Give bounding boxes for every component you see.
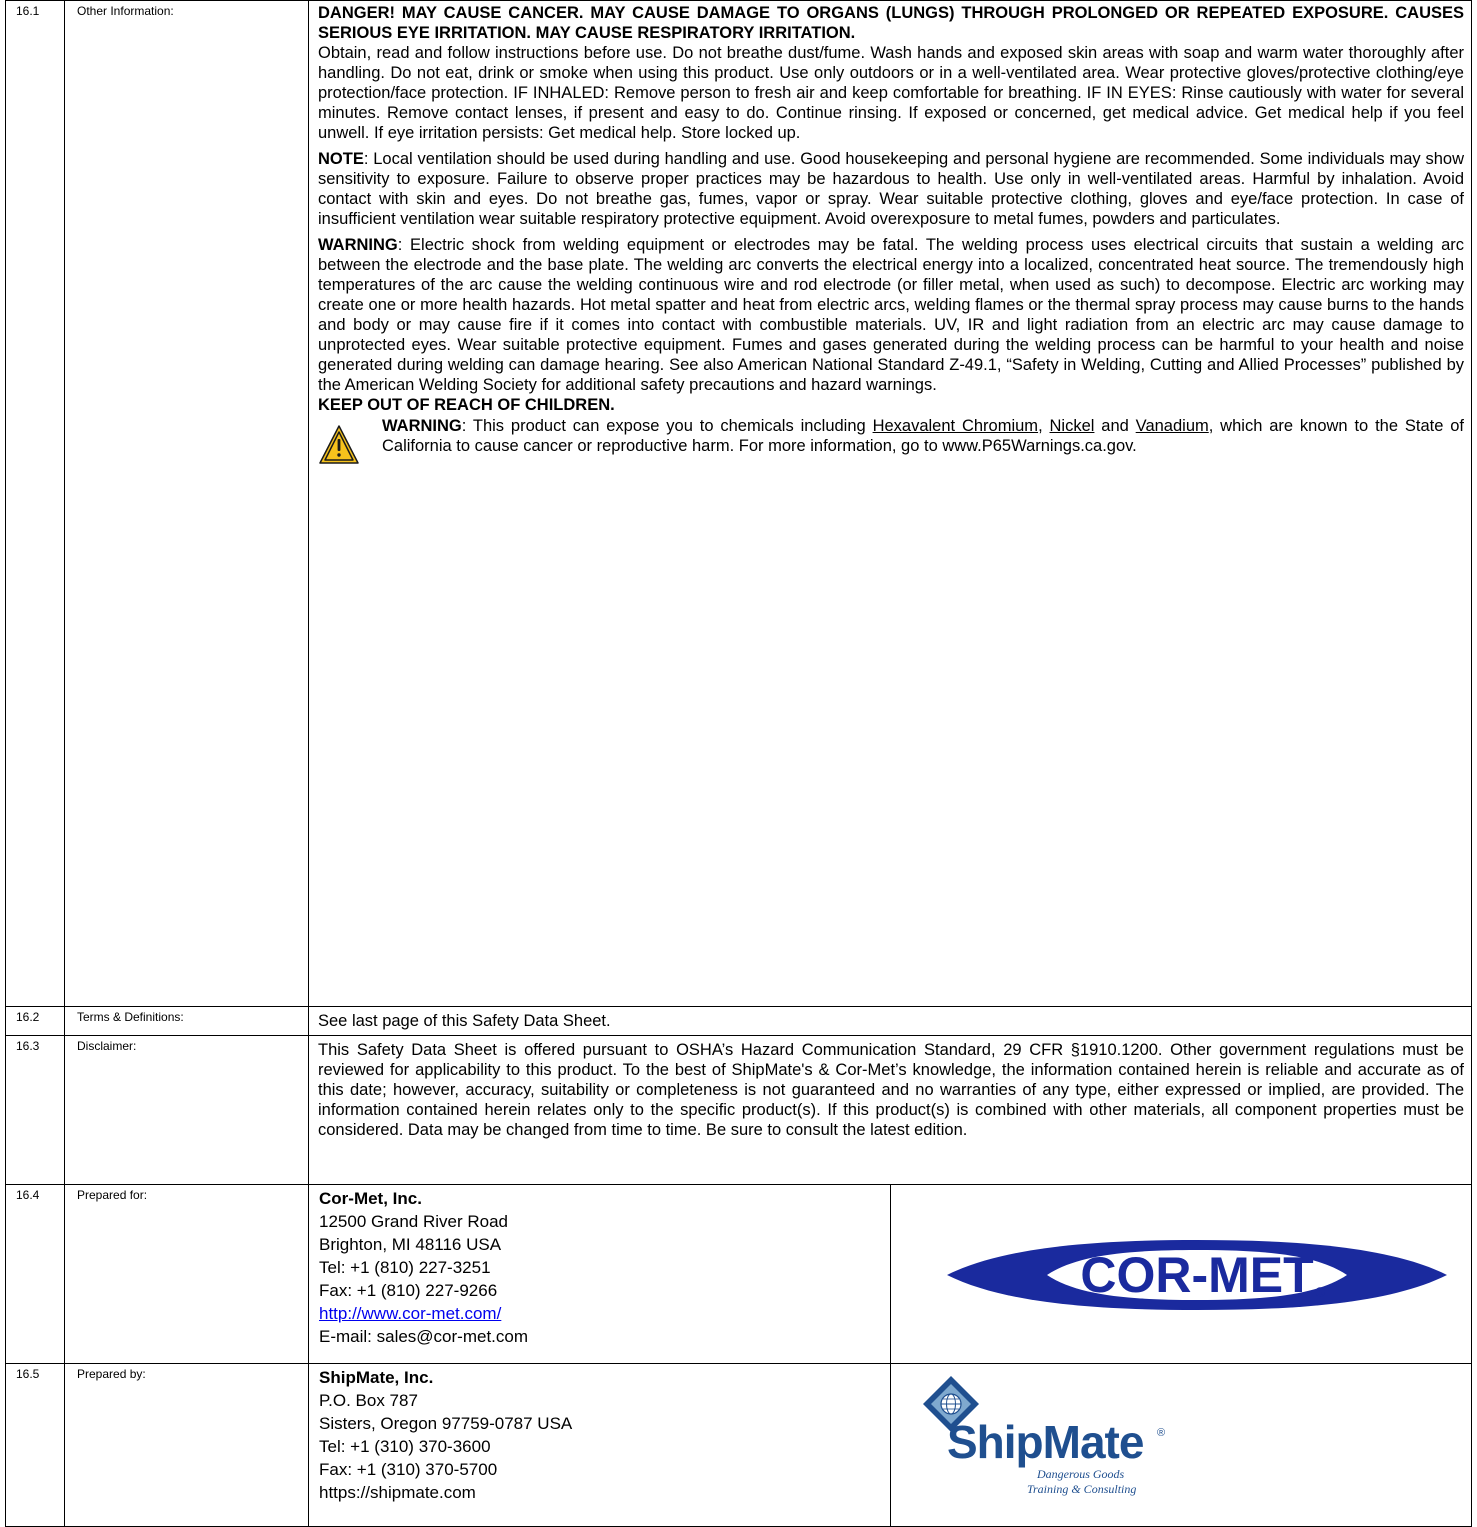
row-16-4 bbox=[6, 1185, 1472, 1364]
warning-text: : Electric shock from welding equipment or electrodes may be fatal. The welding process uses electrical circuits that sustain a welding arc between the electrode and the base plate. The welding arc converts the electrical energy into a localized, concentrated heat source. The tremendously high temperatures of the arc cause the welding continuous wire and rod electrode (or filler metal, when used as such) to decompose. Electric arc working may create one or more health hazards. Hot metal spatter and heat from electric arcs, welding flames or the thermal spray process may cause burns to the hands and body or may cause fire if it comes into contact with combustible materials. UV, IR and light radiation from an electric arc may cause damage to unprotected eyes. Wear suitable protective equipment. Fumes and gases generated during the welding process can be harmful to your health and noise generated during welding can damage hearing. See also American National Standard Z-49.1, “Safety in Welding, Cutting and Allied Processes” published by the American Welding Society for additional safety precautions and hazard warnings. bbox=[318, 236, 1464, 394]
sds-section-16-table bbox=[5, 0, 1472, 1527]
prepared-for-address bbox=[309, 1185, 891, 1364]
note-label: NOTE bbox=[318, 150, 364, 168]
shipmate-tagline-2: Training & Consulting bbox=[1026, 1482, 1136, 1496]
shipmate-logo-cell bbox=[890, 1364, 1472, 1527]
children-warning: KEEP OUT OF REACH OF CHILDREN. bbox=[318, 396, 615, 414]
prop65-text: WARNING: This product can expose you to chemicals including Hexavalent Chromium, Nickel and Vanadium, which are known to the State of California to cause cancer or reproductive harm. For more information, go to www.P65Warnings.ca.gov. bbox=[382, 417, 1464, 455]
section-number: 16.4 bbox=[6, 1185, 65, 1364]
row-16-3 bbox=[6, 1036, 1472, 1185]
shipmate-logo bbox=[917, 1372, 1197, 1512]
prepared-for-street: 12500 Grand River Road bbox=[319, 1212, 509, 1231]
warning-label: WARNING bbox=[318, 236, 398, 254]
chemical-nickel: Nickel bbox=[1049, 417, 1095, 435]
terms-definitions-text: See last page of this Safety Data Sheet. bbox=[309, 1007, 1472, 1036]
prepared-by-website: https://shipmate.com bbox=[319, 1483, 476, 1502]
row-16-2 bbox=[6, 1007, 1472, 1036]
shipmate-tagline-1: Dangerous Goods bbox=[1036, 1467, 1124, 1481]
warning-triangle-icon bbox=[318, 424, 360, 466]
section-number: 16.2 bbox=[6, 1007, 65, 1036]
section-label: Terms & Definitions: bbox=[65, 1007, 309, 1036]
row-16-1 bbox=[6, 1, 1472, 1007]
disclaimer-text: This Safety Data Sheet is offered pursuant to OSHA’s Hazard Communication Standard, 29 CFR §1910.1200. Other government regulations must be reviewed for applicability to this product. To the best of ShipMate's & Cor-Met’s knowledge, the information contained herein is reliable and accurate as of this date; however, accuracy, suitability or completeness is not guaranteed and no warranties of any type, either expressed or implied, are provided. The information contained herein relates only to the specific product(s). If this product(s) is combined with other materials, all component properties must be considered. Data may be changed from time to time. Be sure to consult the latest edition. bbox=[309, 1036, 1472, 1185]
prepared-by-pobox: P.O. Box 787 bbox=[319, 1391, 418, 1410]
note-text: : Local ventilation should be used during handling and use. Good housekeeping and personal hygiene are recommended. Some individuals may show sensitivity to exposure. Failure to observe proper practices may be hazardous to health. Use only in well-ventilated areas. Harmful by inhalation. Avoid contact with skin and eyes. Do not breathe gas, fumes, vapor or spray. Wear suitable protective clothing, gloves and eye/face protection. In case of insufficient ventilation wear suitable respiratory protective equipment. Avoid overexposure to metal fumes, powders and particulates. bbox=[318, 150, 1464, 228]
prepared-for-company: Cor-Met, Inc. bbox=[319, 1189, 422, 1208]
section-label: Other Information: bbox=[65, 1, 309, 1007]
section-label: Prepared for: bbox=[65, 1185, 309, 1364]
prepared-for-tel: Tel: +1 (810) 227-3251 bbox=[319, 1258, 491, 1277]
prepared-by-fax: Fax: +1 (310) 370-5700 bbox=[319, 1460, 498, 1479]
danger-instructions: Obtain, read and follow instructions before use. Do not breathe dust/fume. Wash hands and exposed skin areas with soap and warm water thoroughly after handling. Do not eat, drink or smoke when using this product. Use only outdoors or in a well-ventilated area. Wear protective gloves/protective clothing/eye protection/face protection. IF INHALED: Remove person to fresh air and keep comfortable for breathing. IF IN EYES: Rinse cautiously with water for several minutes. Remove contact lenses, if present and easy to do. Continue rinsing. If exposed or concerned, get medical advice. Get medical help if you feel unwell. If eye irritation persists: Get medical help. Store locked up. bbox=[318, 44, 1464, 142]
chemical-hexavalent-chromium: Hexavalent Chromium bbox=[872, 417, 1039, 435]
prepared-by-tel: Tel: +1 (310) 370-3600 bbox=[319, 1437, 491, 1456]
shipmate-registered-mark: ® bbox=[1156, 1427, 1165, 1439]
cor-met-website-link[interactable]: http://www.cor-met.com/ bbox=[319, 1304, 502, 1323]
section-label: Prepared by: bbox=[65, 1364, 309, 1527]
cor-met-logo-cell bbox=[890, 1185, 1472, 1364]
section-number: 16.1 bbox=[6, 1, 65, 1007]
prepared-by-company: ShipMate, Inc. bbox=[319, 1368, 434, 1387]
cor-met-registered-mark: ® bbox=[1314, 1284, 1325, 1300]
prepared-by-address bbox=[309, 1364, 891, 1527]
prepared-for-city: Brighton, MI 48116 USA bbox=[319, 1235, 502, 1254]
danger-statement: DANGER! MAY CAUSE CANCER. MAY CAUSE DAMAGE TO ORGANS (LUNGS) THROUGH PROLONGED OR REPEATED EXPOSURE. CAUSES SERIOUS EYE IRRITATION. MAY CAUSE RESPIRATORY IRRITATION. bbox=[318, 4, 1464, 42]
row-16-5 bbox=[6, 1364, 1472, 1527]
shipmate-logo-text: ShipMate bbox=[946, 1416, 1143, 1468]
prop65-label: WARNING bbox=[382, 417, 462, 435]
cor-met-logo-text: COR-MET bbox=[1079, 1247, 1314, 1303]
chemical-vanadium: Vanadium bbox=[1135, 417, 1209, 435]
section-number: 16.5 bbox=[6, 1364, 65, 1527]
prepared-by-city: Sisters, Oregon 97759-0787 USA bbox=[319, 1414, 573, 1433]
other-information-content bbox=[309, 1, 1472, 1007]
prepared-for-fax: Fax: +1 (810) 227-9266 bbox=[319, 1281, 498, 1300]
cor-met-logo bbox=[927, 1237, 1467, 1313]
section-label: Disclaimer: bbox=[65, 1036, 309, 1185]
note-paragraph bbox=[318, 149, 1464, 229]
warning-paragraph bbox=[318, 235, 1464, 395]
prepared-for-email: E-mail: sales@cor-met.com bbox=[319, 1327, 529, 1346]
prop65-warning bbox=[318, 416, 1464, 466]
section-number: 16.3 bbox=[6, 1036, 65, 1185]
